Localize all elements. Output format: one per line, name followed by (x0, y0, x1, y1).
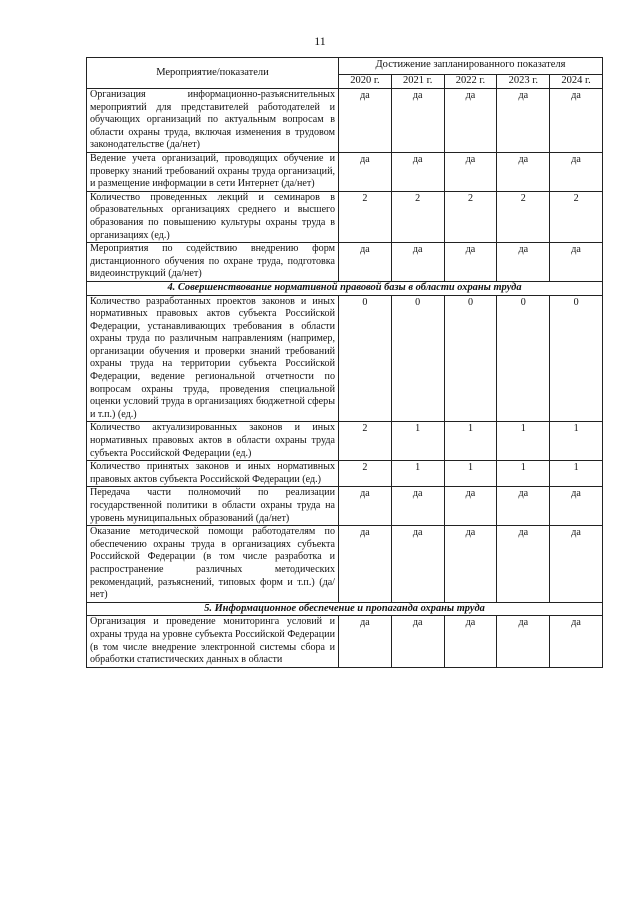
indicator-value: да (550, 526, 603, 603)
table-row (87, 526, 603, 603)
indicator-value: 2 (444, 191, 497, 242)
achievement-header: Достижение запланированного показателя (339, 58, 603, 75)
indicator-value: да (444, 616, 497, 667)
indicator-value: да (550, 487, 603, 526)
indicator-value: да (391, 487, 444, 526)
indicator-value: да (391, 526, 444, 603)
indicator-description: Организация информационно-разъяснительных мероприятий для представителей работодателей и обучающих организаций по актуальным вопросам в области охраны труда, включая изменения в трудовом законодательстве (да/нет) (87, 89, 339, 153)
indicator-value: 1 (391, 422, 444, 461)
indicator-value: да (339, 616, 392, 667)
indicator-value: да (497, 616, 550, 667)
indicator-value: да (444, 152, 497, 191)
measures-header: Мероприятие/показатели (87, 58, 339, 89)
indicator-description: Количество актуализированных законов и иных нормативных правовых актов в области охраны труда субъекта Российской Федерации (ед.) (87, 422, 339, 461)
page-number: 11 (314, 34, 326, 48)
indicator-description: Организация и проведение мониторинга условий и охраны труда на уровне субъекта Российской Федерации (в том числе внедрение электронной системы сбора и обработки статистических данных в области (87, 616, 339, 667)
section-title: 5. Информационное обеспечение и пропаганда охраны труда (87, 602, 603, 616)
indicator-value: 1 (497, 422, 550, 461)
section-row (87, 602, 603, 616)
indicator-value: да (391, 89, 444, 153)
indicator-value: 2 (339, 191, 392, 242)
indicator-value: 1 (497, 461, 550, 487)
year-header: 2023 г. (497, 74, 550, 88)
indicator-value: да (497, 89, 550, 153)
indicator-value: да (339, 152, 392, 191)
indicator-value: да (339, 526, 392, 603)
indicator-description: Передача части полномочий по реализации государственной политики в области охраны труда на уровень муниципальных образований (да/нет) (87, 487, 339, 526)
indicator-description: Ведение учета организаций, проводящих обучение и проверку знаний требований охраны труда организаций, и размещение информации в сети Интернет (да/нет) (87, 152, 339, 191)
table-row (87, 89, 603, 153)
indicator-value: да (444, 89, 497, 153)
indicator-value: да (339, 89, 392, 153)
indicator-value: да (444, 526, 497, 603)
indicator-value: да (444, 487, 497, 526)
indicator-description: Оказание методической помощи работодателям по обеспечению охраны труда в организациях субъекта Российской Федерации (в том числе разработка и распространение различных методических рекомендаций, разъяснений, типовых форм и т.п.) (да/нет) (87, 526, 339, 603)
table-row (87, 422, 603, 461)
indicator-value: да (339, 243, 392, 282)
indicator-description: Количество принятых законов и иных нормативных правовых актов субъекта Российской Федерации (ед.) (87, 461, 339, 487)
indicator-value: да (391, 152, 444, 191)
indicator-value: да (497, 243, 550, 282)
indicator-value: да (497, 487, 550, 526)
indicator-value: 0 (391, 295, 444, 422)
indicator-value: 0 (444, 295, 497, 422)
indicator-value: 1 (550, 461, 603, 487)
indicator-description: Количество разработанных проектов законов и иных нормативных правовых актов субъекта Российской Федерации, устанавливающих требования в области охраны труда по различным направлениям (например, организации обучения и проверки знаний требований охраны труда на территории субъекта Российской Федерации, ведение региональной отчетности по вопросам охраны труда, проведения специальной оценки условий труда в организациях бюджетной сферы и т.п.) (ед.) (87, 295, 339, 422)
indicator-value: да (550, 616, 603, 667)
indicator-value: да (550, 243, 603, 282)
indicator-value: да (339, 487, 392, 526)
indicator-value: да (550, 89, 603, 153)
indicator-value: да (444, 243, 497, 282)
indicator-value: 2 (339, 461, 392, 487)
year-header: 2022 г. (444, 74, 497, 88)
indicator-value: 0 (339, 295, 392, 422)
indicator-value: да (391, 616, 444, 667)
indicator-value: 0 (550, 295, 603, 422)
indicators-table (86, 57, 603, 668)
indicator-value: да (550, 152, 603, 191)
table-row (87, 243, 603, 282)
indicator-value: да (497, 526, 550, 603)
indicator-value: 1 (391, 461, 444, 487)
indicator-description: Мероприятия по содействию внедрению форм дистанционного обучения по охране труда, подготовка видеоинструкций (да/нет) (87, 243, 339, 282)
year-header: 2021 г. (391, 74, 444, 88)
indicator-value: 0 (497, 295, 550, 422)
table-row (87, 616, 603, 667)
table-row (87, 295, 603, 422)
indicator-value: да (497, 152, 550, 191)
indicator-description: Количество проведенных лекций и семинаров в образовательных организациях среднего и высшего образования по повышению культуры охраны труда в организациях (ед.) (87, 191, 339, 242)
table-row (87, 487, 603, 526)
year-header: 2020 г. (339, 74, 392, 88)
indicator-value: 2 (391, 191, 444, 242)
indicator-value: да (391, 243, 444, 282)
table-row (87, 191, 603, 242)
indicator-value: 2 (550, 191, 603, 242)
year-header: 2024 г. (550, 74, 603, 88)
indicator-value: 1 (550, 422, 603, 461)
table-row (87, 152, 603, 191)
indicator-value: 2 (497, 191, 550, 242)
indicator-value: 1 (444, 422, 497, 461)
indicator-value: 2 (339, 422, 392, 461)
section-title: 4. Совершенствование нормативной правовой базы в области охраны труда (87, 281, 603, 295)
section-row (87, 281, 603, 295)
table-row (87, 461, 603, 487)
indicator-value: 1 (444, 461, 497, 487)
